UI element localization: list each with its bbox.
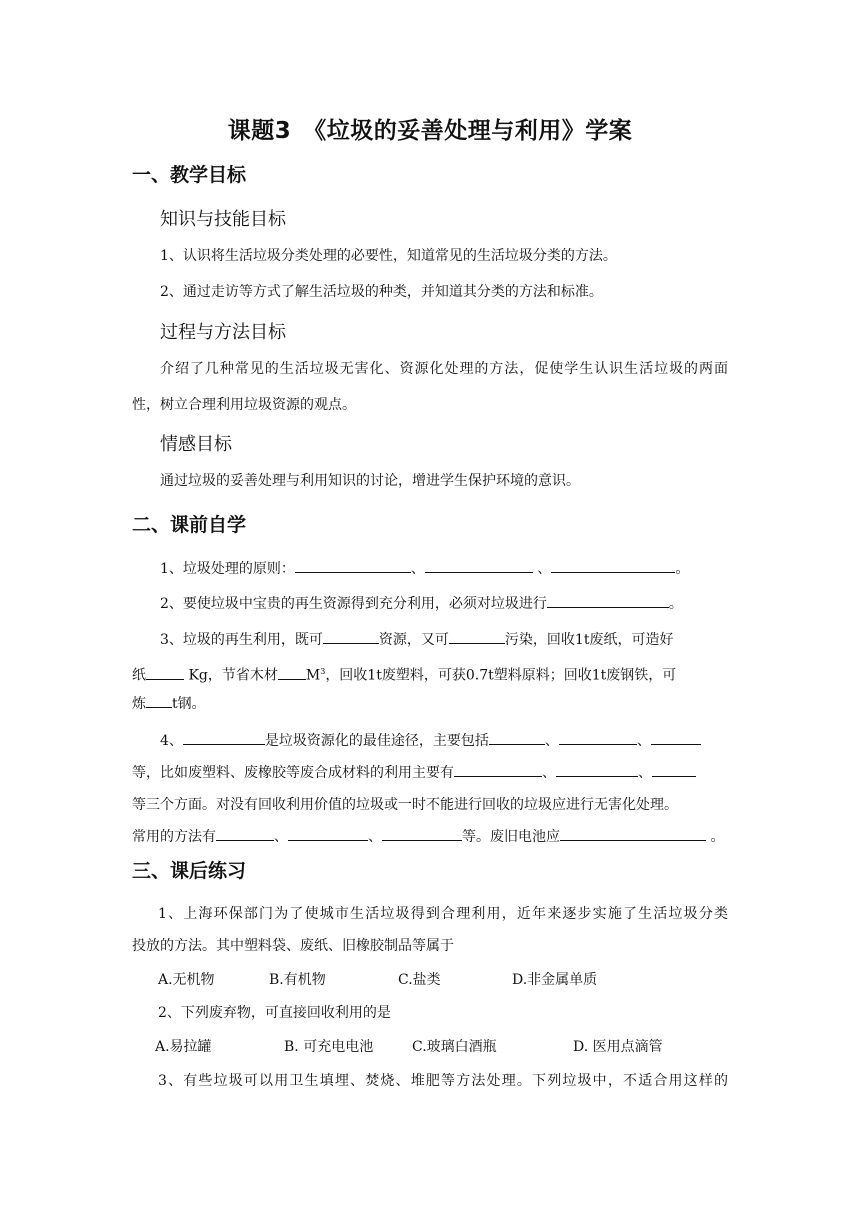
separator: 、 [368,829,382,845]
exercise-2-option-a[interactable]: A.易拉罐 [155,1039,212,1055]
q2-text: 2、要使垃圾中宝贵的再生资源得到充分利用，必须对垃圾进行 [160,596,547,612]
exercise-2-text: 2、下列废弃物，可直接回收利用的是 [158,1005,391,1021]
subheading-knowledge: 知识与技能目标 [160,209,286,230]
answer-blank[interactable] [146,693,172,708]
separator: 、 [638,765,652,781]
subheading-emotion: 情感目标 [160,434,232,455]
knowledge-item-1: 1、认识将生活垃圾分类处理的必要性，知道常见的生活垃圾分类的方法。 [160,248,617,264]
separator: 、 [532,561,552,577]
preview-question-4-line-2 [132,762,732,784]
exercise-2-option-d[interactable]: D. 医用点滴管 [573,1039,663,1055]
preview-question-1 [160,558,760,580]
answer-blank[interactable] [454,762,542,777]
exercise-1-option-a[interactable]: A.无机物 [158,972,215,988]
q3-text: ，回收1t废塑料，可获0.7t塑料原料；回收1t废钢铁，可 [325,667,677,684]
exercise-1-option-d[interactable]: D.非金属单质 [512,972,598,988]
answer-blank[interactable] [183,730,265,745]
section-heading-objectives: 一、教学目标 [132,164,247,186]
answer-blank[interactable] [425,558,533,573]
answer-blank[interactable] [295,558,411,573]
q3-text: 污染，回收1t废纸，可造好 [504,632,674,648]
answer-blank[interactable] [323,629,379,644]
preview-question-4-line-1 [160,730,760,752]
section-heading-exercises: 三、课后练习 [132,860,247,882]
q3-text: 纸 [132,667,146,684]
exercise-1-line-1: 1、上海环保部门为了使城市生活垃圾得到合理利用，近年来逐步实施了生活垃圾分类 [158,906,728,922]
emotion-text: 通过垃圾的妥善处理与利用知识的讨论，增进学生保护环境的意识。 [160,473,580,489]
answer-blank[interactable] [559,730,637,745]
exercise-3-line-1: 3、有些垃圾可以用卫生填埋、焚烧、堆肥等方法处理。下列垃圾中，不适合用这样的 [158,1073,728,1089]
separator: 、 [544,733,559,749]
q1-text: 1、垃圾处理的原则： [160,561,295,577]
knowledge-item-2: 2、通过走访等方式了解生活垃圾的种类，并知道其分类的方法和标准。 [160,284,603,300]
answer-blank[interactable] [652,762,696,777]
preview-question-3-line-3 [132,693,732,715]
end-mark: 。 [706,829,725,845]
process-text-line-2: 性，树立合理利用垃圾资源的观点。 [132,397,356,413]
preview-question-4-line-3: 等三个方面。对没有回收利用价值的垃圾或一时不能进行回收的垃圾应进行无害化处理。 [132,797,678,813]
answer-blank[interactable] [551,558,675,573]
superscript: 3 [320,667,326,676]
q3-text: 炼 [132,696,146,712]
separator: 、 [274,829,288,845]
q3-text: M [305,667,321,684]
q4-text: 是垃圾资源化的最佳途径，主要包括 [264,733,489,749]
exercise-2-option-c[interactable]: C.玻璃白酒瓶 [412,1039,497,1055]
q4-text: 等，比如废塑料、废橡胶等废合成材料的利用主要有 [132,765,454,781]
q3-text: 3、垃圾的再生利用，既可 [160,632,323,648]
answer-blank[interactable] [216,826,274,841]
answer-blank[interactable] [278,665,306,680]
exercise-1-option-c[interactable]: C.盐类 [398,972,441,988]
q4-text: 常用的方法有 [132,829,216,845]
exercise-1-option-b[interactable]: B.有机物 [269,972,326,988]
answer-blank[interactable] [146,665,184,680]
q3-text: t钢。 [172,696,206,712]
separator: 、 [542,765,556,781]
q4-text: 等。废旧电池应 [462,829,560,845]
q4-text: 4、 [160,733,183,749]
answer-blank[interactable] [489,730,545,745]
preview-question-4-line-4 [132,826,732,848]
exercise-2-option-b[interactable]: B. 可充电电池 [284,1039,374,1055]
process-text-line-1: 介绍了几种常见的生活垃圾无害化、资源化处理的方法，促使学生认识生活垃圾的两面 [160,361,728,377]
answer-blank[interactable] [547,593,669,608]
answer-blank[interactable] [560,826,706,841]
exercise-1-line-2: 投放的方法。其中塑料袋、废纸、旧橡胶制品等属于 [132,938,454,954]
answer-blank[interactable] [382,826,462,841]
preview-question-2 [160,593,760,615]
end-mark: 。 [668,596,683,612]
preview-question-3-line-1 [160,629,760,651]
subheading-process: 过程与方法目标 [160,322,286,343]
preview-question-3-line-2 [132,661,732,687]
answer-blank[interactable] [556,762,638,777]
page-title: 课题3 《垃圾的妥善处理与利用》学案 [227,118,633,144]
q3-text: 资源，又可 [378,632,449,648]
separator: 、 [636,733,651,749]
section-heading-preview: 二、课前自学 [132,514,247,536]
q3-text: Kg，节省木材 [184,667,278,684]
answer-blank[interactable] [288,826,368,841]
answer-blank[interactable] [449,629,505,644]
answer-blank[interactable] [651,730,701,745]
end-mark: 。 [675,561,690,577]
separator: 、 [410,561,425,577]
